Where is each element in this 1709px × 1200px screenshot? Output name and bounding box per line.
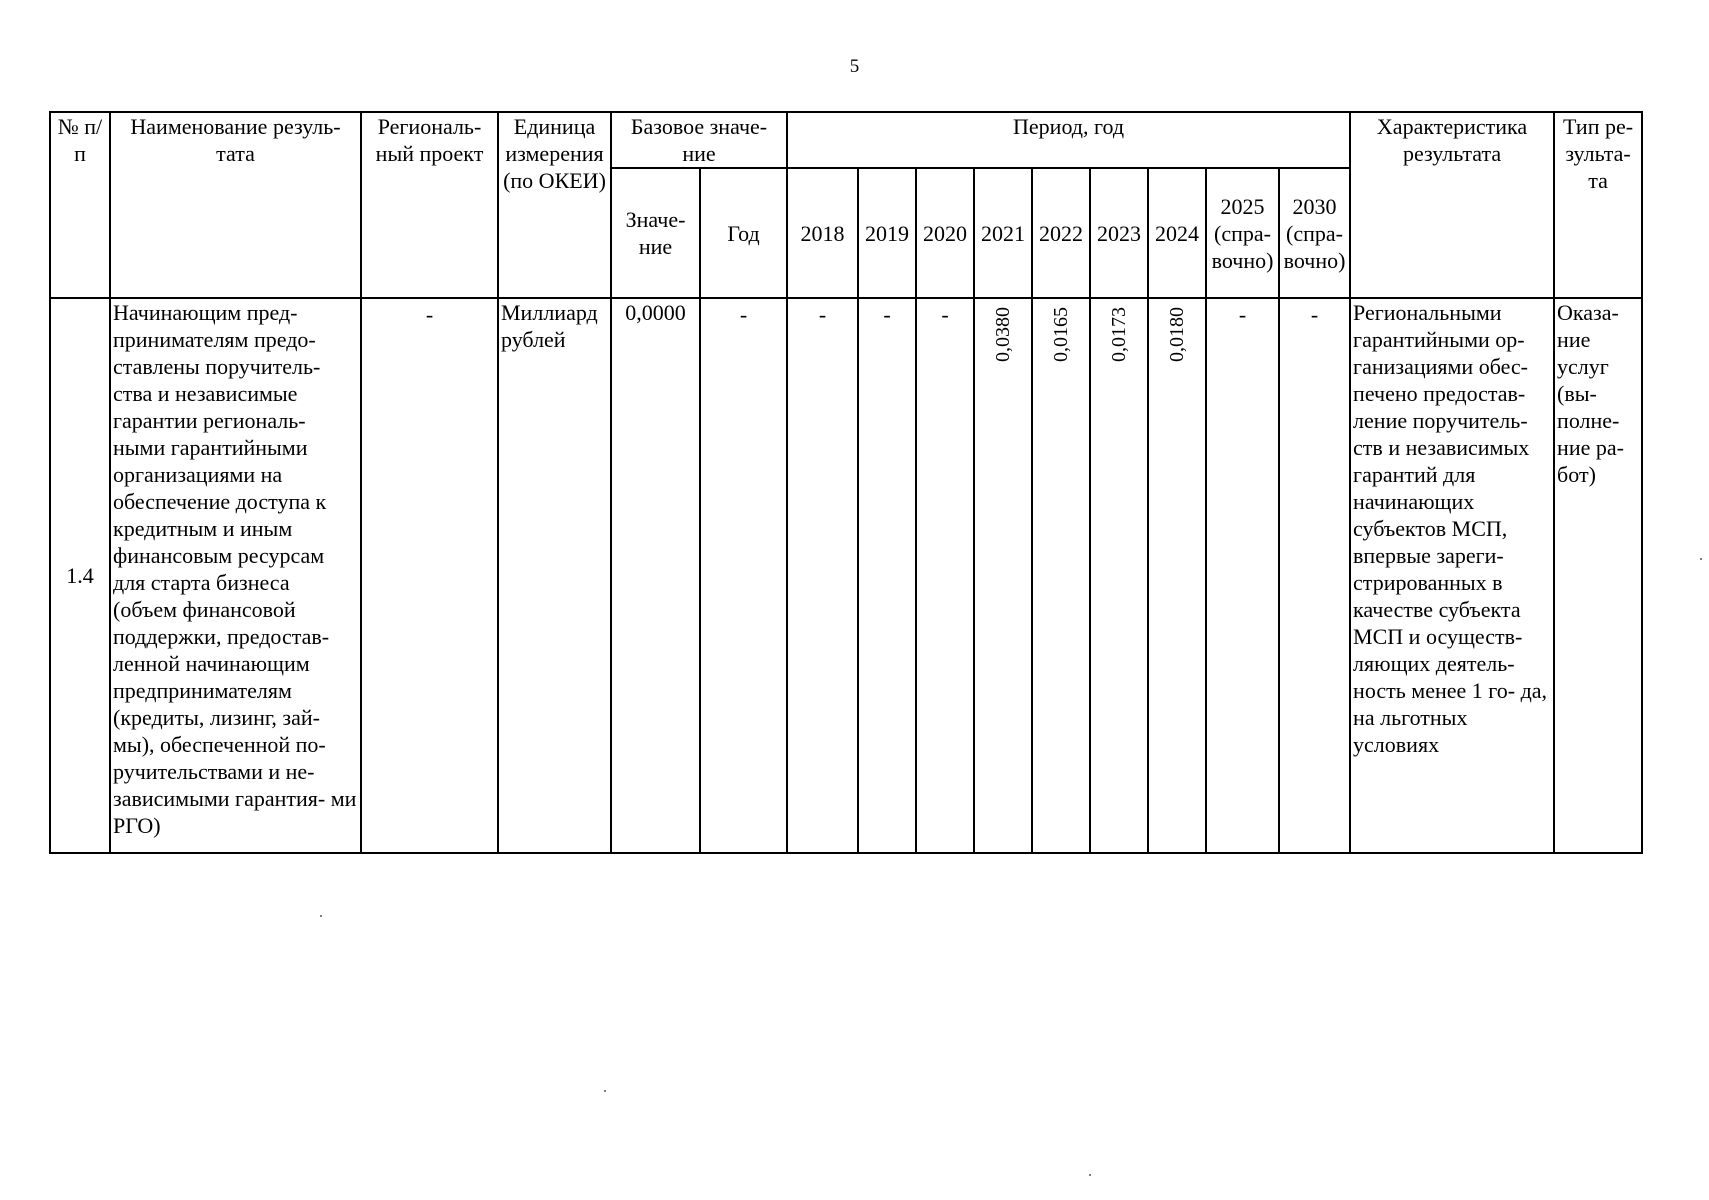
header-year-2025: 2025 (спра- вочно) (1206, 168, 1279, 298)
header-year-2020: 2020 (916, 168, 974, 298)
table-row (50, 298, 1642, 853)
header-period: Период, год (787, 112, 1350, 168)
header-row-top (50, 112, 1642, 168)
header-year-2019: 2019 (858, 168, 916, 298)
row-value-2030: - (1279, 298, 1350, 853)
header-year-2021: 2021 (974, 168, 1032, 298)
row-base-value: 0,0000 (611, 298, 700, 853)
row-type: Оказа- ние услуг (вы- полне- ние ра- бот) (1554, 298, 1642, 853)
header-name: Наименование резуль- тата (110, 112, 361, 298)
row-value-2023-cell (1090, 298, 1148, 853)
header-year-2024: 2024 (1148, 168, 1206, 298)
header-characteristic: Характеристика результата (1350, 112, 1554, 298)
row-value-2021: 0,0380 (992, 307, 1015, 362)
header-unit: Единица измерения (по ОКЕИ) (498, 112, 611, 298)
scan-speck (1089, 1174, 1091, 1176)
row-name: Начинающим пред- принимателям предо- ставлены поручитель- ства и независимые гарантии региональ- ными гарантийными организациями на обеспечение доступа к кредитным и иным финансовым ресурсам для старта бизнеса (объем финансовой поддержки, предостав- ленной начинающим предпринимателям (кредиты, лизинг, зай- мы), обеспеченной по- ручительствами и не- зависимыми гарантия- ми РГО) (110, 298, 361, 853)
row-value-2023: 0,0173 (1108, 307, 1131, 362)
header-type: Тип ре- зульта- та (1554, 112, 1642, 298)
row-value-2019: - (858, 298, 916, 853)
row-value-2024-cell (1148, 298, 1206, 853)
row-value-2022: 0,0165 (1050, 307, 1073, 362)
header-project: Региональ- ный проект (361, 112, 498, 298)
page-number: 5 (849, 56, 860, 77)
header-year-2022: 2022 (1032, 168, 1090, 298)
row-unit: Миллиард рублей (498, 298, 611, 853)
row-value-2022-cell (1032, 298, 1090, 853)
header-num: № п/п (50, 112, 110, 298)
row-num: 1.4 (50, 298, 110, 853)
results-table (49, 111, 1643, 854)
header-year-2030: 2030 (спра- вочно) (1279, 168, 1350, 298)
scan-speck (604, 1090, 606, 1092)
row-value-2024: 0,0180 (1166, 307, 1189, 362)
row-base-year: - (700, 298, 787, 853)
row-value-2021-cell (974, 298, 1032, 853)
header-year-2018: 2018 (787, 168, 858, 298)
header-base-year: Год (700, 168, 787, 298)
row-characteristic: Региональными гарантийными ор- ганизациями обес- печено предостав- ление поручитель- ств и независимых гарантий для начинающих субъектов МСП, впервые зареги- стрированных в качестве субъекта МСП и осуществ- ляющих деятель- ность менее 1 го- да, на льготных условиях (1350, 298, 1554, 853)
header-base-value: Значе- ние (611, 168, 700, 298)
scan-speck (1700, 558, 1702, 560)
row-value-2020: - (916, 298, 974, 853)
row-project: - (361, 298, 498, 853)
row-value-2025: - (1206, 298, 1279, 853)
row-value-2018: - (787, 298, 858, 853)
header-base: Базовое значе- ние (611, 112, 787, 168)
header-year-2023: 2023 (1090, 168, 1148, 298)
scan-speck (320, 915, 322, 917)
